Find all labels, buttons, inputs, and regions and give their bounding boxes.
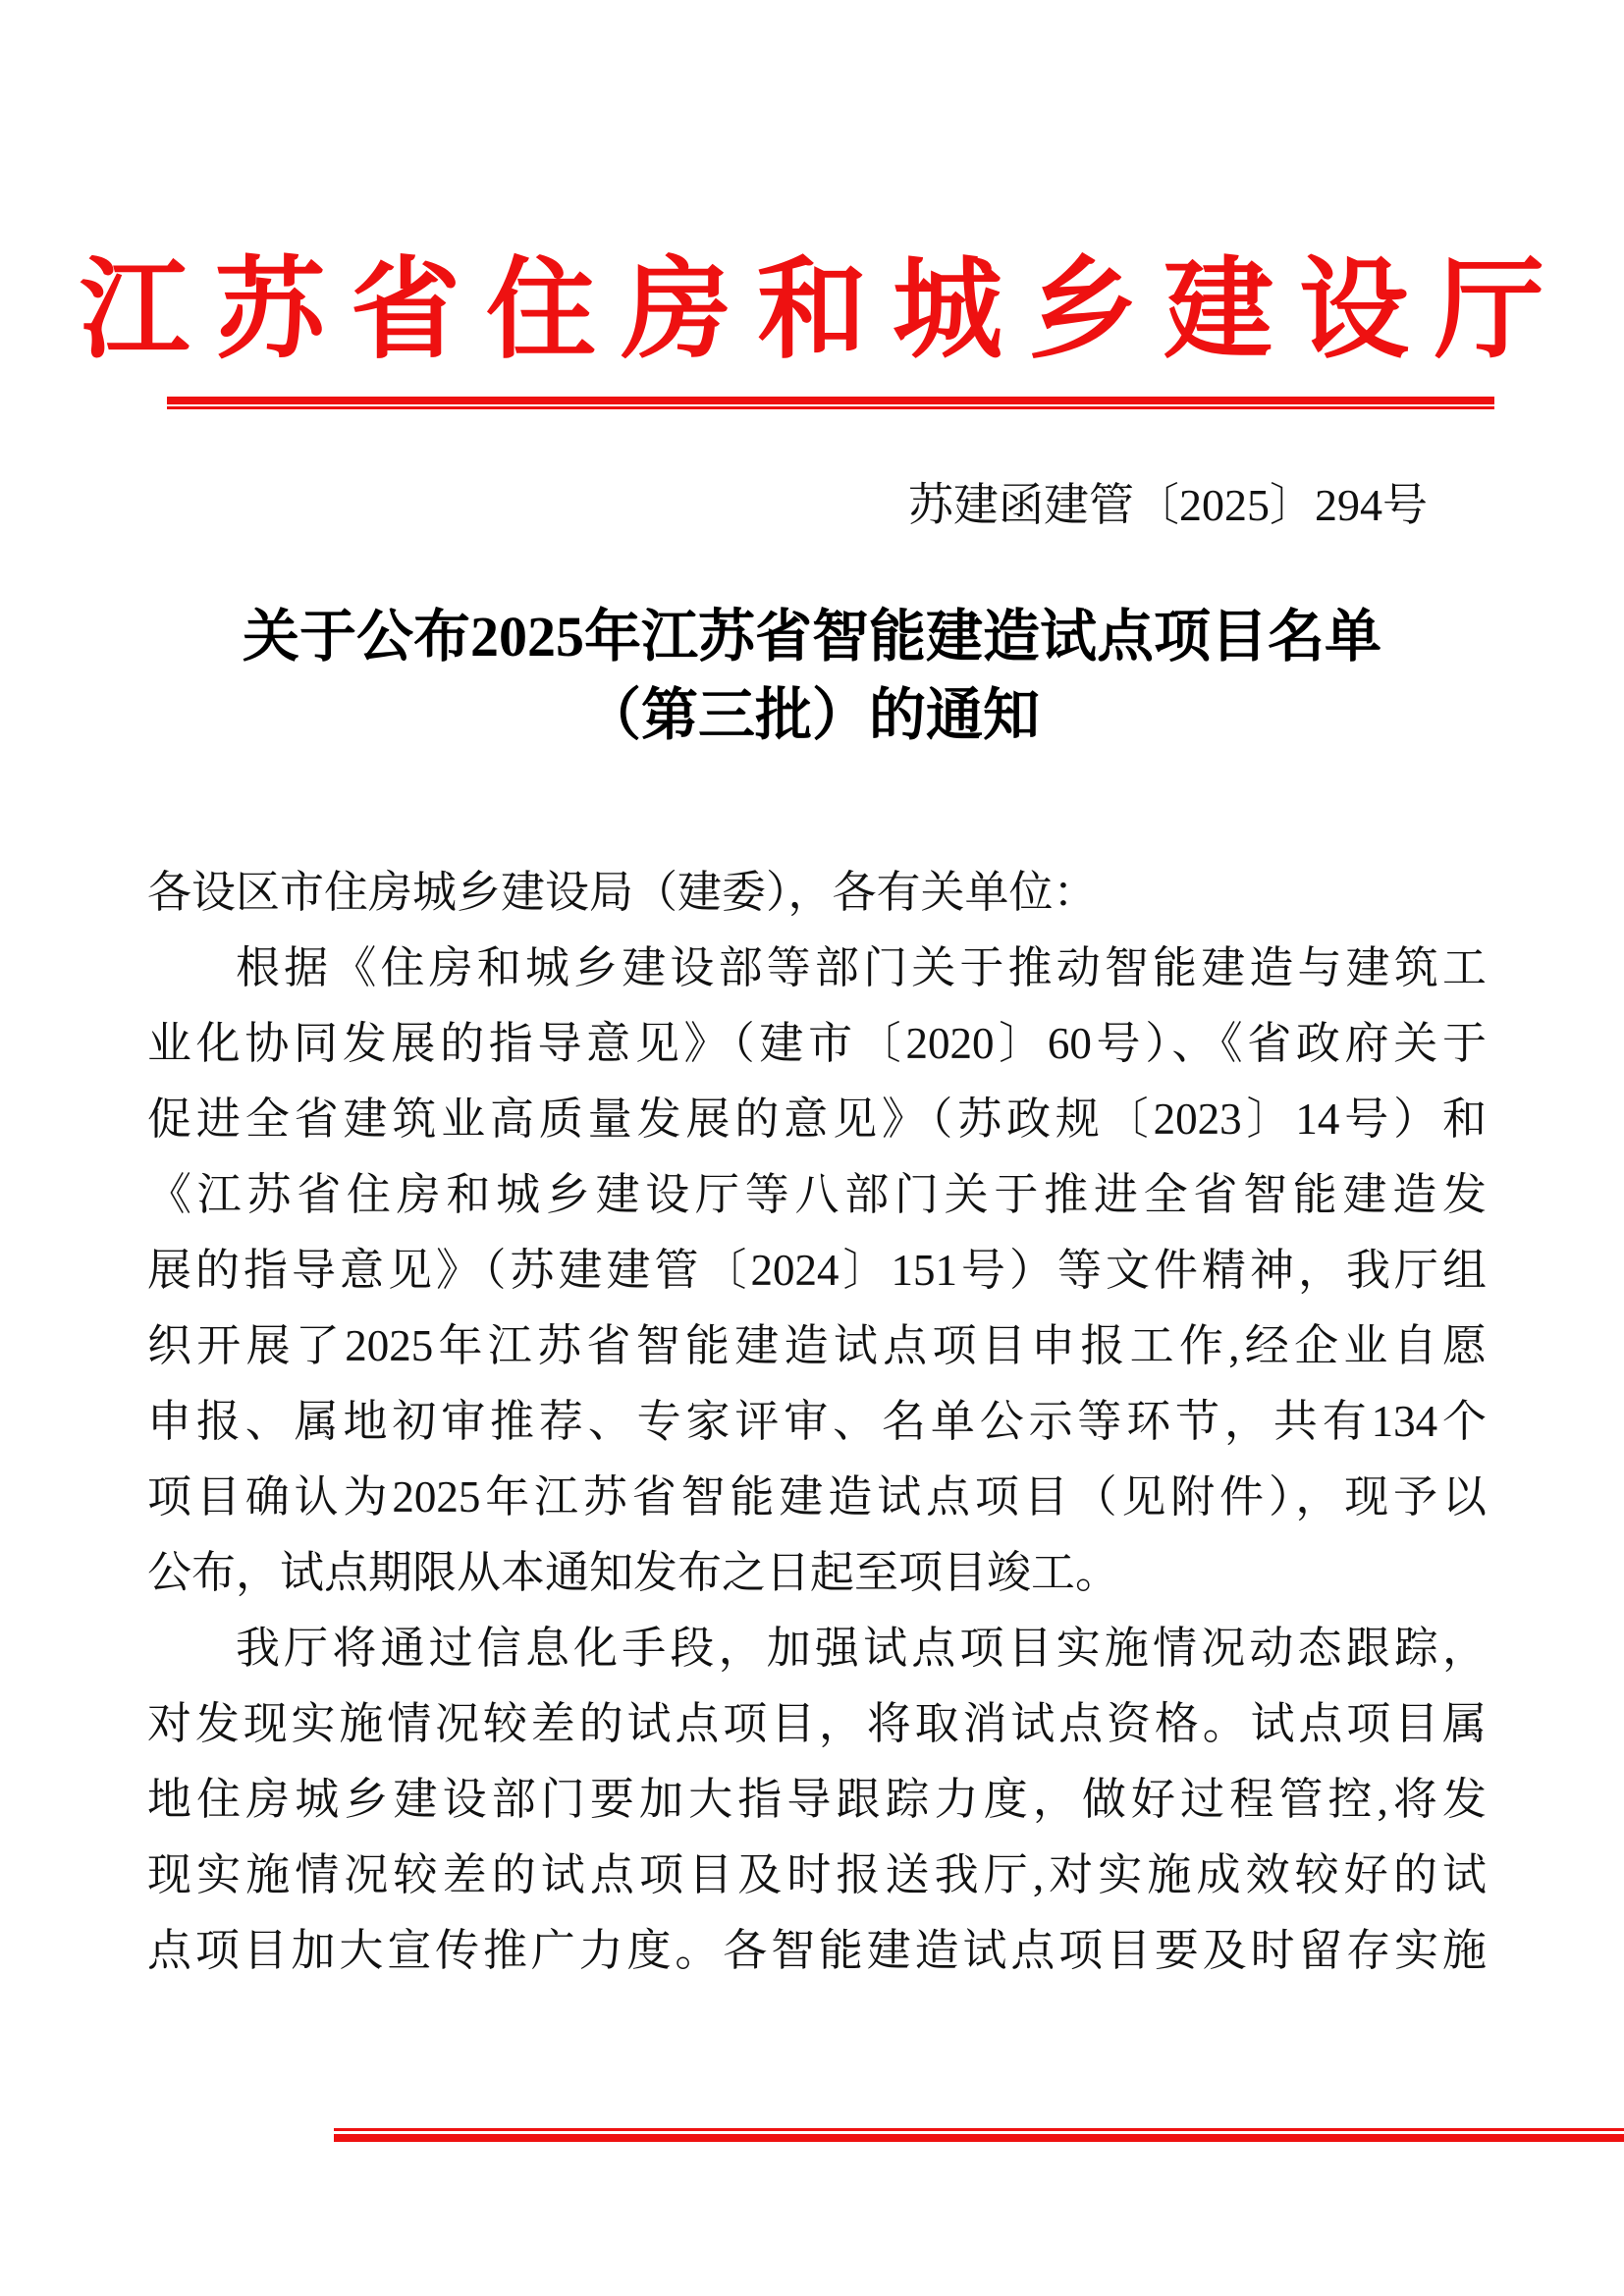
body-line: 申报、属地初审推荐、专家评审、名单公示等环节，共有134个 (147, 1397, 1487, 1446)
body-line: 《江苏省住房和城乡建设厅等八部门关于推进全省智能建造发 (147, 1170, 1487, 1219)
body-line: 现实施情况较差的试点项目及时报送我厅,对实施成效较好的试 (147, 1850, 1487, 1899)
document-number: 苏建函建管〔2025〕294号 (908, 480, 1428, 530)
red-divider-top (167, 397, 1494, 409)
body-line: 公布，试点期限从本通知发布之日起至项目竣工。 (147, 1548, 1120, 1597)
body-line: 对发现实施情况较差的试点项目，将取消试点资格。试点项目属 (147, 1699, 1487, 1748)
red-divider-bottom (334, 2128, 1624, 2142)
red-divider-top-thin-bar (167, 406, 1494, 409)
body-line: 地住房城乡建设部门要加大指导跟踪力度，做好过程管控,将发 (147, 1775, 1487, 1824)
document-title-line1: 关于公布2025年江苏省智能建造试点项目名单 (242, 605, 1381, 668)
body-line: 项目确认为2025年江苏省智能建造试点项目（见附件），现予以 (147, 1472, 1487, 1522)
body-line: 点项目加大宣传推广力度。各智能建造试点项目要及时留存实施 (147, 1926, 1487, 1975)
body-line: 织开展了2025年江苏省智能建造试点项目申报工作,经企业自愿 (147, 1321, 1487, 1370)
document-title (0, 598, 1624, 755)
body-line: 促进全省建筑业高质量发展的意见》（苏政规〔2023〕14号）和 (147, 1095, 1487, 1144)
agency-masthead: 江苏省住房和城乡建设厅 (80, 250, 1570, 372)
body-line: 展的指导意见》（苏建建管〔2024〕151号）等文件精神，我厅组 (147, 1246, 1487, 1295)
red-divider-top-thick-bar (167, 397, 1494, 404)
body-line: 业化协同发展的指导意见》（建市〔2020〕60号）、《省政府关于 (147, 1019, 1487, 1068)
document-title-line2: （第三批）的通知 (583, 683, 1040, 747)
document-body (147, 855, 1487, 1989)
red-divider-bottom-thick-bar (334, 2134, 1624, 2142)
body-line: 各设区市住房城乡建设局（建委），各有关单位： (147, 868, 1098, 917)
body-line: 根据《住房和城乡建设部等部门关于推动智能建造与建筑工 (236, 943, 1487, 992)
body-line: 我厅将通过信息化手段，加强试点项目实施情况动态跟踪， (236, 1624, 1487, 1673)
